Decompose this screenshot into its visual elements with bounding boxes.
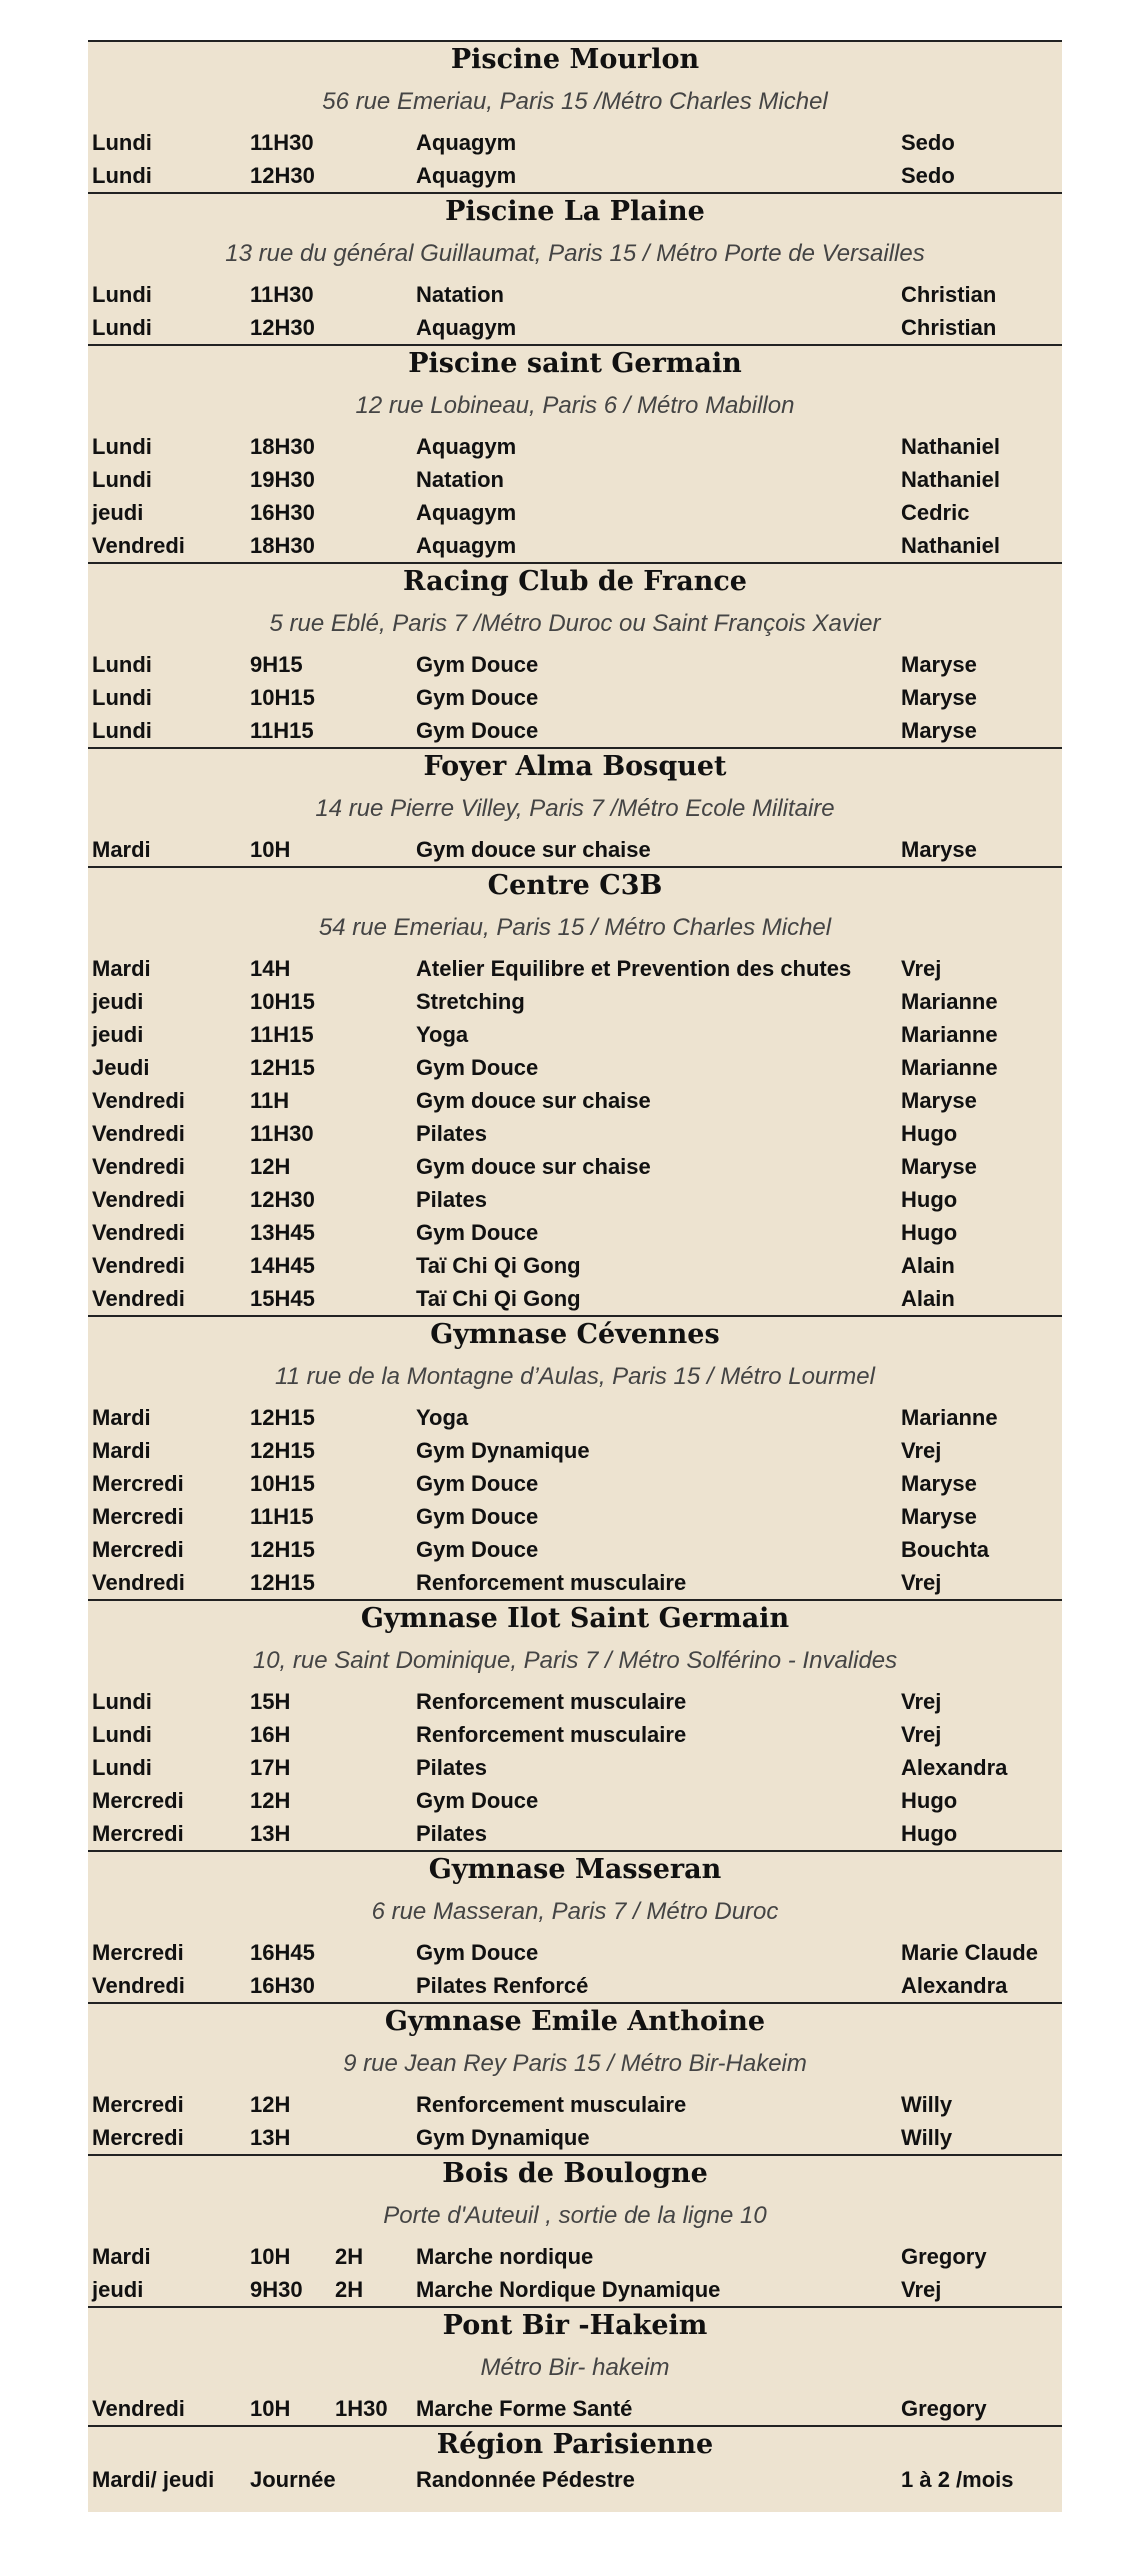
time-cell: 10H xyxy=(250,2244,291,2269)
venue-address: Porte d'Auteuil , sortie de la ligne 10 xyxy=(383,2202,767,2229)
duration-cell xyxy=(335,1969,416,2002)
duration-cell xyxy=(335,496,416,529)
duration-cell xyxy=(335,1817,416,1850)
venue-title: Pont Bir -Hakeim xyxy=(442,2310,708,2341)
instructor-cell: Cedric xyxy=(901,500,970,525)
instructor-cell: Nathaniel xyxy=(901,434,1001,459)
venue-address: 12 rue Lobineau, Paris 6 / Métro Mabillon xyxy=(355,392,795,419)
activity-cell: Atelier Equilibre et Prevention des chutes xyxy=(416,956,852,981)
schedule-row xyxy=(88,1183,1062,1216)
instructor-cell: Maryse xyxy=(901,1154,977,1179)
time-cell: 10H15 xyxy=(250,685,315,710)
time-cell: 12H xyxy=(250,1788,291,1813)
time-cell: 12H30 xyxy=(250,1187,315,1212)
venue-title: Foyer Alma Bosquet xyxy=(423,751,727,782)
schedule-row xyxy=(88,1685,1062,1718)
duration-cell xyxy=(335,1566,416,1599)
schedule-row xyxy=(88,1018,1062,1051)
schedule-row xyxy=(88,1500,1062,1533)
day-cell: Mardi xyxy=(92,1438,151,1463)
instructor-cell: Maryse xyxy=(901,1504,977,1529)
duration-cell xyxy=(335,1500,416,1533)
duration-cell xyxy=(335,2088,416,2121)
day-cell: Lundi xyxy=(92,1722,152,1747)
day-cell: Lundi xyxy=(92,685,152,710)
activity-cell: Gym Douce xyxy=(416,1220,539,1245)
schedule-row xyxy=(88,2392,1062,2425)
instructor-cell: Nathaniel xyxy=(901,467,1001,492)
schedule-row xyxy=(88,1533,1062,1566)
day-cell: Mercredi xyxy=(92,1471,184,1496)
day-cell: Mercredi xyxy=(92,1537,184,1562)
activity-cell: Aquagym xyxy=(416,434,517,459)
duration-cell xyxy=(335,952,416,985)
instructor-cell: Marianne xyxy=(901,1405,998,1430)
instructor-cell: 1 à 2 /mois xyxy=(901,2467,1014,2492)
activity-cell: Gym Douce xyxy=(416,1537,539,1562)
day-cell: Lundi xyxy=(92,163,152,188)
duration-cell xyxy=(335,833,416,866)
duration-cell: 2H xyxy=(335,2277,364,2302)
schedule-row xyxy=(88,1117,1062,1150)
activity-cell: Aquagym xyxy=(416,315,517,340)
day-cell: jeudi xyxy=(92,989,144,1014)
venue-section xyxy=(88,747,1062,866)
instructor-cell: Hugo xyxy=(901,1788,958,1813)
venue-title: Gymnase Emile Anthoine xyxy=(384,2006,766,2037)
activity-cell: Yoga xyxy=(416,1022,469,1047)
day-cell: Vendredi xyxy=(92,1088,185,1113)
duration-cell xyxy=(335,1051,416,1084)
schedule-row xyxy=(88,681,1062,714)
time-cell: 15H45 xyxy=(250,1286,315,1311)
day-cell: Vendredi xyxy=(92,1973,185,1998)
time-cell: 13H xyxy=(250,2125,291,2150)
duration-cell xyxy=(335,1150,416,1183)
day-cell: Lundi xyxy=(92,718,152,743)
venue-address: 10, rue Saint Dominique, Paris 7 / Métro Solférino - Invalides xyxy=(252,1647,898,1674)
activity-cell: Gym Dynamique xyxy=(416,1438,590,1463)
activity-cell: Gym Dynamique xyxy=(416,2125,590,2150)
day-cell: Lundi xyxy=(92,434,152,459)
schedule-row xyxy=(88,833,1062,866)
day-cell: Mardi xyxy=(92,956,151,981)
schedule-row xyxy=(88,1282,1062,1315)
schedule-row xyxy=(88,1936,1062,1969)
schedule-row xyxy=(88,311,1062,344)
venue-title: Racing Club de France xyxy=(403,566,747,597)
day-cell: Mardi xyxy=(92,1405,151,1430)
venue-address: 11 rue de la Montagne d’Aulas, Paris 15 / Métro Lourmel xyxy=(275,1363,875,1390)
venue-section xyxy=(88,2154,1062,2306)
duration-cell xyxy=(335,1685,416,1718)
day-cell: Lundi xyxy=(92,1689,152,1714)
schedule-row xyxy=(88,2240,1062,2273)
day-cell: Vendredi xyxy=(92,1286,185,1311)
venue-section xyxy=(88,40,1062,192)
duration-cell xyxy=(335,1401,416,1434)
day-cell: Lundi xyxy=(92,130,152,155)
venue-section xyxy=(88,2306,1062,2425)
duration-cell xyxy=(335,529,416,562)
venue-section xyxy=(88,1599,1062,1850)
instructor-cell: Maryse xyxy=(901,1088,977,1113)
sheet-bottom-padding xyxy=(88,2496,1062,2512)
venue-section xyxy=(88,344,1062,562)
schedule-row xyxy=(88,463,1062,496)
activity-cell: Marche nordique xyxy=(416,2244,594,2269)
venue-title: Gymnase Ilot Saint Germain xyxy=(360,1603,790,1634)
activity-cell: Gym Douce xyxy=(416,685,539,710)
venue-section xyxy=(88,866,1062,1315)
time-cell: 15H xyxy=(250,1689,291,1714)
activity-cell: Gym Douce xyxy=(416,718,539,743)
activity-cell: Aquagym xyxy=(416,533,517,558)
time-cell: Journée xyxy=(250,2467,336,2492)
duration-cell xyxy=(335,1751,416,1784)
activity-cell: Gym Douce xyxy=(416,1504,539,1529)
time-cell: 17H xyxy=(250,1755,291,1780)
instructor-cell: Hugo xyxy=(901,1187,958,1212)
time-cell: 13H45 xyxy=(250,1220,315,1245)
schedule-row xyxy=(88,952,1062,985)
time-cell: 12H15 xyxy=(250,1537,315,1562)
time-cell: 12H30 xyxy=(250,315,315,340)
time-cell: 12H15 xyxy=(250,1405,315,1430)
schedule-row xyxy=(88,1434,1062,1467)
schedule-sheet xyxy=(88,40,1062,2512)
activity-cell: Aquagym xyxy=(416,500,517,525)
time-cell: 12H15 xyxy=(250,1570,315,1595)
duration-cell xyxy=(335,714,416,747)
instructor-cell: Vrej xyxy=(901,1570,942,1595)
instructor-cell: Hugo xyxy=(901,1821,958,1846)
day-cell: Vendredi xyxy=(92,1253,185,1278)
instructor-cell: Maryse xyxy=(901,1471,977,1496)
schedule-row xyxy=(88,159,1062,192)
schedule-row xyxy=(88,1216,1062,1249)
instructor-cell: Marie Claude xyxy=(901,1940,1038,1965)
schedule-row xyxy=(88,430,1062,463)
instructor-cell: Willy xyxy=(901,2092,953,2117)
schedule-row xyxy=(88,529,1062,562)
time-cell: 12H15 xyxy=(250,1438,315,1463)
instructor-cell: Hugo xyxy=(901,1121,958,1146)
duration-cell xyxy=(335,1936,416,1969)
schedule-row xyxy=(88,1817,1062,1850)
time-cell: 11H30 xyxy=(250,1121,314,1146)
venue-title: Bois de Boulogne xyxy=(442,2158,708,2189)
day-cell: Lundi xyxy=(92,467,152,492)
time-cell: 12H30 xyxy=(250,163,315,188)
activity-cell: Yoga xyxy=(416,1405,469,1430)
activity-cell: Taï Chi Qi Gong xyxy=(416,1253,581,1278)
duration-cell xyxy=(335,2463,416,2496)
activity-cell: Pilates Renforcé xyxy=(416,1973,589,1998)
venue-address: 9 rue Jean Rey Paris 15 / Métro Bir-Hakeim xyxy=(343,2050,807,2077)
time-cell: 18H30 xyxy=(250,434,315,459)
activity-cell: Gym douce sur chaise xyxy=(416,1088,651,1113)
duration-cell xyxy=(335,985,416,1018)
day-cell: Mardi xyxy=(92,2244,151,2269)
duration-cell xyxy=(335,2121,416,2154)
instructor-cell: Sedo xyxy=(901,130,955,155)
instructor-cell: Vrej xyxy=(901,1689,942,1714)
venue-section xyxy=(88,2425,1062,2496)
venue-address: 6 rue Masseran, Paris 7 / Métro Duroc xyxy=(371,1898,779,1925)
duration-cell xyxy=(335,126,416,159)
time-cell: 14H xyxy=(250,956,291,981)
instructor-cell: Willy xyxy=(901,2125,953,2150)
time-cell: 12H xyxy=(250,1154,291,1179)
day-cell: Vendredi xyxy=(92,1121,185,1146)
duration-cell: 1H30 xyxy=(335,2396,388,2421)
time-cell: 10H15 xyxy=(250,989,315,1014)
day-cell: Lundi xyxy=(92,315,152,340)
duration-cell xyxy=(335,463,416,496)
instructor-cell: Maryse xyxy=(901,652,977,677)
activity-cell: Gym douce sur chaise xyxy=(416,837,651,862)
venue-address: Métro Bir- hakeim xyxy=(480,2354,670,2381)
day-cell: Lundi xyxy=(92,1755,152,1780)
activity-cell: Marche Nordique Dynamique xyxy=(416,2277,721,2302)
day-cell: Mercredi xyxy=(92,1940,184,1965)
time-cell: 11H15 xyxy=(250,718,314,743)
venue-section xyxy=(88,192,1062,344)
instructor-cell: Hugo xyxy=(901,1220,958,1245)
day-cell: Lundi xyxy=(92,652,152,677)
instructor-cell: Maryse xyxy=(901,837,977,862)
schedule-row xyxy=(88,714,1062,747)
schedule-row xyxy=(88,1150,1062,1183)
time-cell: 13H xyxy=(250,1821,291,1846)
schedule-row xyxy=(88,278,1062,311)
instructor-cell: Gregory xyxy=(901,2396,987,2421)
time-cell: 12H15 xyxy=(250,1055,315,1080)
activity-cell: Pilates xyxy=(416,1755,487,1780)
day-cell: jeudi xyxy=(92,500,144,525)
venue-title: Piscine La Plaine xyxy=(445,196,705,227)
schedule-row xyxy=(88,1249,1062,1282)
activity-cell: Marche Forme Santé xyxy=(416,2396,633,2421)
time-cell: 10H15 xyxy=(250,1471,315,1496)
activity-cell: Stretching xyxy=(416,989,525,1014)
time-cell: 12H xyxy=(250,2092,291,2117)
schedule-row xyxy=(88,126,1062,159)
instructor-cell: Vrej xyxy=(901,1722,942,1747)
activity-cell: Renforcement musculaire xyxy=(416,2092,687,2117)
duration-cell xyxy=(335,1434,416,1467)
time-cell: 14H45 xyxy=(250,1253,315,1278)
venue-title: Région Parisienne xyxy=(436,2429,714,2460)
instructor-cell: Marianne xyxy=(901,1055,998,1080)
day-cell: Lundi xyxy=(92,282,152,307)
schedule-row xyxy=(88,2463,1062,2496)
activity-cell: Renforcement musculaire xyxy=(416,1722,687,1747)
instructor-cell: Marianne xyxy=(901,1022,998,1047)
venue-title: Gymnase Masseran xyxy=(428,1854,722,1885)
schedule-row xyxy=(88,1051,1062,1084)
instructor-cell: Vrej xyxy=(901,956,942,981)
activity-cell: Gym Douce xyxy=(416,1788,539,1813)
duration-cell xyxy=(335,1533,416,1566)
schedule-row xyxy=(88,2121,1062,2154)
time-cell: 11H30 xyxy=(250,282,314,307)
day-cell: Jeudi xyxy=(92,1055,150,1080)
venue-title: Piscine Mourlon xyxy=(450,44,700,75)
venue-address: 14 rue Pierre Villey, Paris 7 /Métro Ecole Militaire xyxy=(315,795,835,822)
venue-address: 5 rue Eblé, Paris 7 /Métro Duroc ou Saint François Xavier xyxy=(269,610,881,637)
activity-cell: Gym Douce xyxy=(416,1940,539,1965)
time-cell: 10H xyxy=(250,2396,291,2421)
duration-cell xyxy=(335,1467,416,1500)
duration-cell xyxy=(335,681,416,714)
time-cell: 19H30 xyxy=(250,467,315,492)
venue-address: 13 rue du général Guillaumat, Paris 15 / Métro Porte de Versailles xyxy=(225,240,925,267)
activity-cell: Pilates xyxy=(416,1121,487,1146)
schedule-row xyxy=(88,496,1062,529)
instructor-cell: Gregory xyxy=(901,2244,987,2269)
schedule-row xyxy=(88,1467,1062,1500)
schedule-row xyxy=(88,1718,1062,1751)
activity-cell: Renforcement musculaire xyxy=(416,1689,687,1714)
time-cell: 18H30 xyxy=(250,533,315,558)
schedule-row xyxy=(88,1751,1062,1784)
schedule-row xyxy=(88,648,1062,681)
duration-cell xyxy=(335,1183,416,1216)
schedule-row xyxy=(88,1084,1062,1117)
venue-section xyxy=(88,562,1062,747)
instructor-cell: Marianne xyxy=(901,989,998,1014)
day-cell: Mercredi xyxy=(92,2125,184,2150)
time-cell: 16H30 xyxy=(250,1973,315,1998)
instructor-cell: Alain xyxy=(901,1286,955,1311)
time-cell: 16H xyxy=(250,1722,291,1747)
activity-cell: Pilates xyxy=(416,1187,487,1212)
day-cell: Mercredi xyxy=(92,1788,184,1813)
activity-cell: Gym Douce xyxy=(416,1055,539,1080)
instructor-cell: Alexandra xyxy=(901,1755,1008,1780)
day-cell: jeudi xyxy=(92,1022,144,1047)
duration-cell xyxy=(335,1282,416,1315)
instructor-cell: Christian xyxy=(901,315,997,340)
time-cell: 11H15 xyxy=(250,1504,314,1529)
activity-cell: Natation xyxy=(416,282,504,307)
activity-cell: Taï Chi Qi Gong xyxy=(416,1286,581,1311)
instructor-cell: Nathaniel xyxy=(901,533,1001,558)
duration-cell xyxy=(335,278,416,311)
instructor-cell: Christian xyxy=(901,282,997,307)
duration-cell xyxy=(335,311,416,344)
time-cell: 16H30 xyxy=(250,500,315,525)
day-cell: Mercredi xyxy=(92,2092,184,2117)
venue-address: 56 rue Emeriau, Paris 15 /Métro Charles Michel xyxy=(322,88,828,115)
activity-cell: Natation xyxy=(416,467,504,492)
time-cell: 10H xyxy=(250,837,291,862)
venue-title: Centre C3B xyxy=(487,870,663,901)
day-cell: Mercredi xyxy=(92,1821,184,1846)
schedule-row xyxy=(88,2273,1062,2306)
time-cell: 9H15 xyxy=(250,652,303,677)
instructor-cell: Vrej xyxy=(901,1438,942,1463)
activity-cell: Aquagym xyxy=(416,130,517,155)
instructor-cell: Alexandra xyxy=(901,1973,1008,1998)
day-cell: Vendredi xyxy=(92,1570,185,1595)
duration-cell xyxy=(335,1718,416,1751)
venue-title: Piscine saint Germain xyxy=(408,348,742,379)
instructor-cell: Maryse xyxy=(901,718,977,743)
day-cell: Vendredi xyxy=(92,1154,185,1179)
instructor-cell: Bouchta xyxy=(901,1537,989,1562)
duration-cell xyxy=(335,648,416,681)
duration-cell: 2H xyxy=(335,2244,364,2269)
duration-cell xyxy=(335,430,416,463)
venue-section xyxy=(88,1850,1062,2002)
schedule-row xyxy=(88,1969,1062,2002)
activity-cell: Gym Douce xyxy=(416,1471,539,1496)
schedule-row xyxy=(88,985,1062,1018)
duration-cell xyxy=(335,1216,416,1249)
venue-section xyxy=(88,2002,1062,2154)
activity-cell: Gym Douce xyxy=(416,652,539,677)
day-cell: Vendredi xyxy=(92,2396,185,2421)
schedule-row xyxy=(88,1401,1062,1434)
duration-cell xyxy=(335,159,416,192)
activity-cell: Aquagym xyxy=(416,163,517,188)
activity-cell: Renforcement musculaire xyxy=(416,1570,687,1595)
schedule-row xyxy=(88,1566,1062,1599)
instructor-cell: Maryse xyxy=(901,685,977,710)
activity-cell: Gym douce sur chaise xyxy=(416,1154,651,1179)
day-cell: Vendredi xyxy=(92,1187,185,1212)
venue-title: Gymnase Cévennes xyxy=(430,1319,720,1350)
day-cell: Mardi/ jeudi xyxy=(92,2467,215,2492)
instructor-cell: Alain xyxy=(901,1253,955,1278)
venue-address: 54 rue Emeriau, Paris 15 / Métro Charles Michel xyxy=(318,914,832,941)
schedule-row xyxy=(88,1784,1062,1817)
duration-cell xyxy=(335,1084,416,1117)
duration-cell xyxy=(335,1784,416,1817)
day-cell: Mardi xyxy=(92,837,151,862)
time-cell: 11H15 xyxy=(250,1022,314,1047)
day-cell: Vendredi xyxy=(92,533,185,558)
day-cell: jeudi xyxy=(92,2277,144,2302)
activity-cell: Randonnée Pédestre xyxy=(416,2467,635,2492)
day-cell: Vendredi xyxy=(92,1220,185,1245)
duration-cell xyxy=(335,1018,416,1051)
duration-cell xyxy=(335,1117,416,1150)
schedule-row xyxy=(88,2088,1062,2121)
time-cell: 9H30 xyxy=(250,2277,303,2302)
instructor-cell: Vrej xyxy=(901,2277,942,2302)
duration-cell xyxy=(335,1249,416,1282)
activity-cell: Pilates xyxy=(416,1821,487,1846)
time-cell: 11H30 xyxy=(250,130,314,155)
time-cell: 16H45 xyxy=(250,1940,315,1965)
venue-section xyxy=(88,1315,1062,1599)
instructor-cell: Sedo xyxy=(901,163,955,188)
time-cell: 11H xyxy=(250,1088,290,1113)
day-cell: Mercredi xyxy=(92,1504,184,1529)
